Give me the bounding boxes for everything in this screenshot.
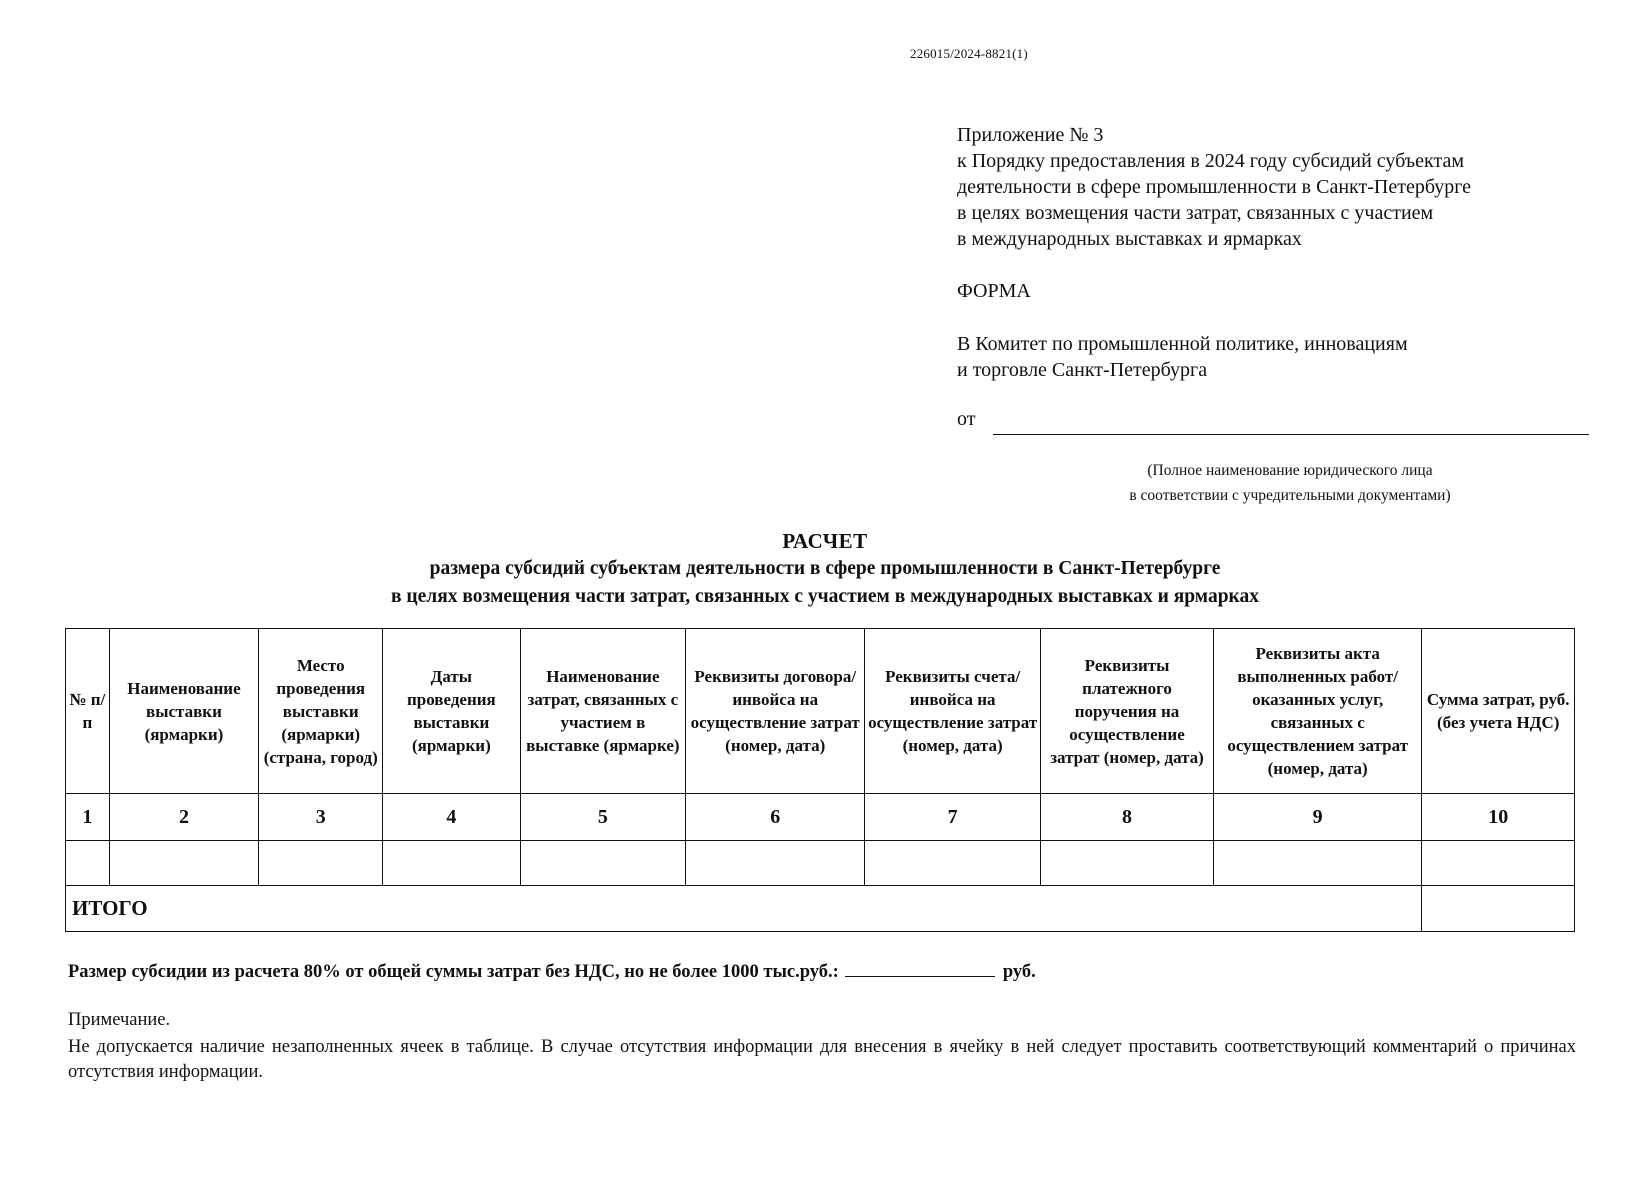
appendix-line: к Порядку предоставления в 2024 году субсидий субъектам	[957, 150, 1464, 172]
total-label: ИТОГО	[66, 886, 1422, 932]
title-line: в целях возмещения части затрат, связанных с участием в международных выставках и ярмарках	[391, 586, 1259, 607]
addressee-block	[957, 331, 1408, 383]
column-number: 5	[520, 794, 686, 841]
addressee-line: и торговле Санкт-Петербурга	[957, 359, 1208, 381]
total-sum-cell[interactable]	[1422, 886, 1575, 932]
empty-cell[interactable]	[259, 841, 383, 886]
column-header: Наименование затрат, связанных с участием в выставке (ярмарке)	[520, 629, 686, 794]
subsidy-line	[68, 960, 1036, 983]
column-number: 10	[1422, 794, 1575, 841]
column-number: 8	[1041, 794, 1214, 841]
subsidy-amount-blank[interactable]	[845, 960, 995, 977]
empty-cell[interactable]	[109, 841, 258, 886]
subsidy-unit: руб.	[1002, 962, 1036, 982]
document-title	[250, 527, 1400, 611]
empty-cell[interactable]	[1422, 841, 1575, 886]
calculation-table	[65, 628, 1575, 932]
column-number-row	[66, 794, 1575, 841]
column-header: Реквизиты договора/инвойса на осуществление затрат (номер, дата)	[686, 629, 865, 794]
empty-cell[interactable]	[865, 841, 1041, 886]
column-header: Место проведения выставки (ярмарки) (страна, город)	[259, 629, 383, 794]
from-caption-line: (Полное наименование юридического лица	[1147, 462, 1433, 479]
title-line: размера субсидий субъектам деятельности в сфере промышленности в Санкт-Петербурге	[429, 558, 1221, 579]
appendix-line: в целях возмещения части затрат, связанных с участием	[957, 202, 1434, 224]
appendix-line: в международных выставках и ярмарках	[957, 228, 1302, 250]
column-header: Реквизиты счета/инвойса на осуществление затрат (номер, дата)	[865, 629, 1041, 794]
column-number: 6	[686, 794, 865, 841]
column-number: 3	[259, 794, 383, 841]
empty-cell[interactable]	[66, 841, 110, 886]
appendix-line: деятельности в сфере промышленности в Санкт-Петербурге	[957, 176, 1472, 198]
title-main: РАСЧЕТ	[782, 529, 868, 553]
column-header: Даты проведения выставки (ярмарки)	[383, 629, 520, 794]
total-row	[66, 886, 1575, 932]
table-header-row	[66, 629, 1575, 794]
column-header: Реквизиты акта выполненных работ/оказанных услуг, связанных с осуществлением затрат (номер, дата)	[1213, 629, 1421, 794]
column-number: 9	[1213, 794, 1421, 841]
empty-cell[interactable]	[1213, 841, 1421, 886]
column-number: 4	[383, 794, 520, 841]
from-caption	[1030, 458, 1550, 508]
addressee-line: В Комитет по промышленной политике, инновациям	[957, 333, 1408, 355]
from-blank-line[interactable]	[993, 434, 1589, 435]
note-label: Примечание.	[68, 1010, 171, 1030]
column-number: 7	[865, 794, 1041, 841]
empty-cell[interactable]	[686, 841, 865, 886]
subsidy-text: Размер субсидии из расчета 80% от общей суммы затрат без НДС, но не более 1000 тыс.руб.:	[68, 962, 839, 982]
column-number: 1	[66, 794, 110, 841]
document-number: 226015/2024-8821(1)	[910, 46, 1028, 61]
appendix-line: Приложение № 3	[957, 124, 1104, 146]
table-row	[66, 841, 1575, 886]
from-label: от	[957, 408, 976, 430]
empty-cell[interactable]	[520, 841, 686, 886]
column-header: Сумма затрат, руб. (без учета НДС)	[1422, 629, 1575, 794]
column-header: Наименование выставки (ярмарки)	[109, 629, 258, 794]
note-text: Не допускается наличие незаполненных ячеек в таблице. В случае отсутствия информации для внесения в ячейку в ней следует проставить соответствующий комментарий о причинах отсутствия информации.	[68, 1037, 1576, 1082]
from-field	[957, 408, 1589, 438]
column-header: Реквизиты платежного поручения на осуществление затрат (номер, дата)	[1041, 629, 1214, 794]
column-header: № п/п	[66, 629, 110, 794]
appendix-block	[957, 122, 1471, 252]
empty-cell[interactable]	[1041, 841, 1214, 886]
from-caption-line: в соответствии с учредительными документами)	[1129, 487, 1451, 504]
column-number: 2	[109, 794, 258, 841]
empty-cell[interactable]	[383, 841, 520, 886]
form-label: ФОРМА	[957, 280, 1031, 302]
